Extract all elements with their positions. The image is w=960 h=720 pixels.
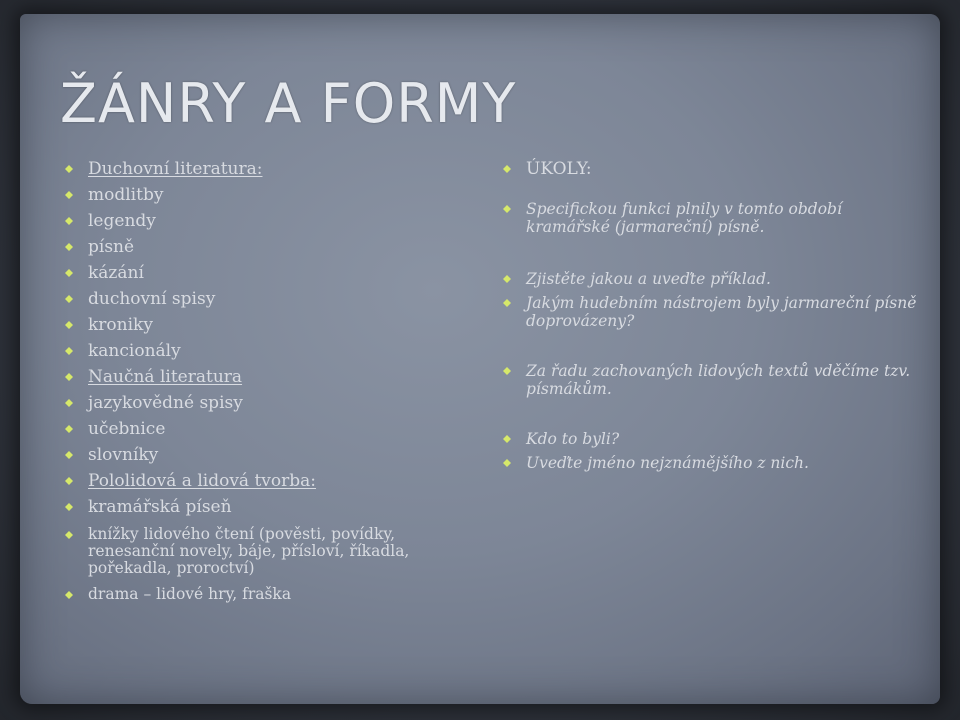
bullet-icon [64,502,74,512]
list-item-text: modlitby [88,185,164,205]
tasks-heading: ÚKOLY: [526,159,592,179]
right-bullet-list [500,160,920,472]
list-item-text: slovníky [88,445,159,465]
bullet-icon [64,216,74,226]
list-item-text: jazykovědné spisy [88,393,243,413]
list-item-text: legendy [88,211,156,231]
list-item [62,264,452,283]
list-item-text: Jakým hudebním nástrojem byly jarmareční písně doprovázeny? [526,294,917,330]
list-item [500,200,920,236]
left-bullet-list [62,160,452,603]
bullet-icon [502,366,512,376]
list-item [62,212,452,231]
bullet-icon [64,424,74,434]
bullet-icon [64,476,74,486]
list-item [62,238,452,257]
list-item [500,362,920,398]
bullet-icon [502,458,512,468]
bullet-icon [64,590,74,600]
list-item [62,290,452,309]
section-heading: Duchovní literatura: [88,159,263,179]
bullet-icon [64,164,74,174]
bullet-icon [502,164,512,174]
bullet-icon [502,298,512,308]
list-item-text: Specifickou funkci plnily v tomto období kramářské (jarmareční) písně. [526,200,842,236]
slide-title: ŽÁNRY A FORMY [60,72,517,135]
section-heading: Naučná literatura [88,367,243,387]
section-heading: Pololidová a lidová tvorba: [88,471,317,491]
list-item [62,160,452,179]
list-item [62,420,452,439]
list-item-text: duchovní spisy [88,289,216,309]
list-item [62,316,452,335]
bullet-icon [64,190,74,200]
list-item [62,446,452,465]
bullet-icon [64,320,74,330]
list-item [62,186,452,205]
list-item-text: Zjistěte jakou a uveďte příklad. [526,270,771,288]
bullet-icon [64,372,74,382]
bullet-icon [64,398,74,408]
list-item-text: kancionály [88,341,181,361]
list-item-text: kramářská píseň [88,497,232,517]
bullet-icon [502,434,512,444]
list-item-text: drama – lidové hry, fraška [88,585,292,603]
bullet-icon [64,450,74,460]
list-item-text: Uveďte jméno nejznámějšího z nich. [526,454,809,472]
bullet-icon [502,204,512,214]
bullet-icon [64,346,74,356]
list-item [500,294,920,330]
list-item [500,160,920,178]
list-item [500,270,920,288]
bullet-icon [502,274,512,284]
list-item [500,430,920,448]
list-item [62,586,452,603]
bullet-icon [64,530,74,540]
list-item [62,394,452,413]
list-item-text: Kdo to byli? [526,430,620,448]
list-item [62,498,452,517]
list-item-text: Za řadu zachovaných lidových textů vděčíme tzv. písmákům. [526,362,911,398]
list-item-text: knížky lidového čtení (pověsti, povídky, renesanční novely, báje, přísloví, říkadla, pořekadla, proroctví) [88,525,410,577]
list-item-text: učebnice [88,419,166,439]
list-item [62,342,452,361]
list-item-text: písně [88,237,135,257]
list-item [62,368,452,387]
bullet-icon [64,294,74,304]
list-item-text: kázání [88,263,144,283]
list-item [62,526,452,577]
list-item-text: kroniky [88,315,153,335]
bullet-icon [64,268,74,278]
bullet-icon [64,242,74,252]
list-item [500,454,920,472]
list-item [62,472,452,491]
